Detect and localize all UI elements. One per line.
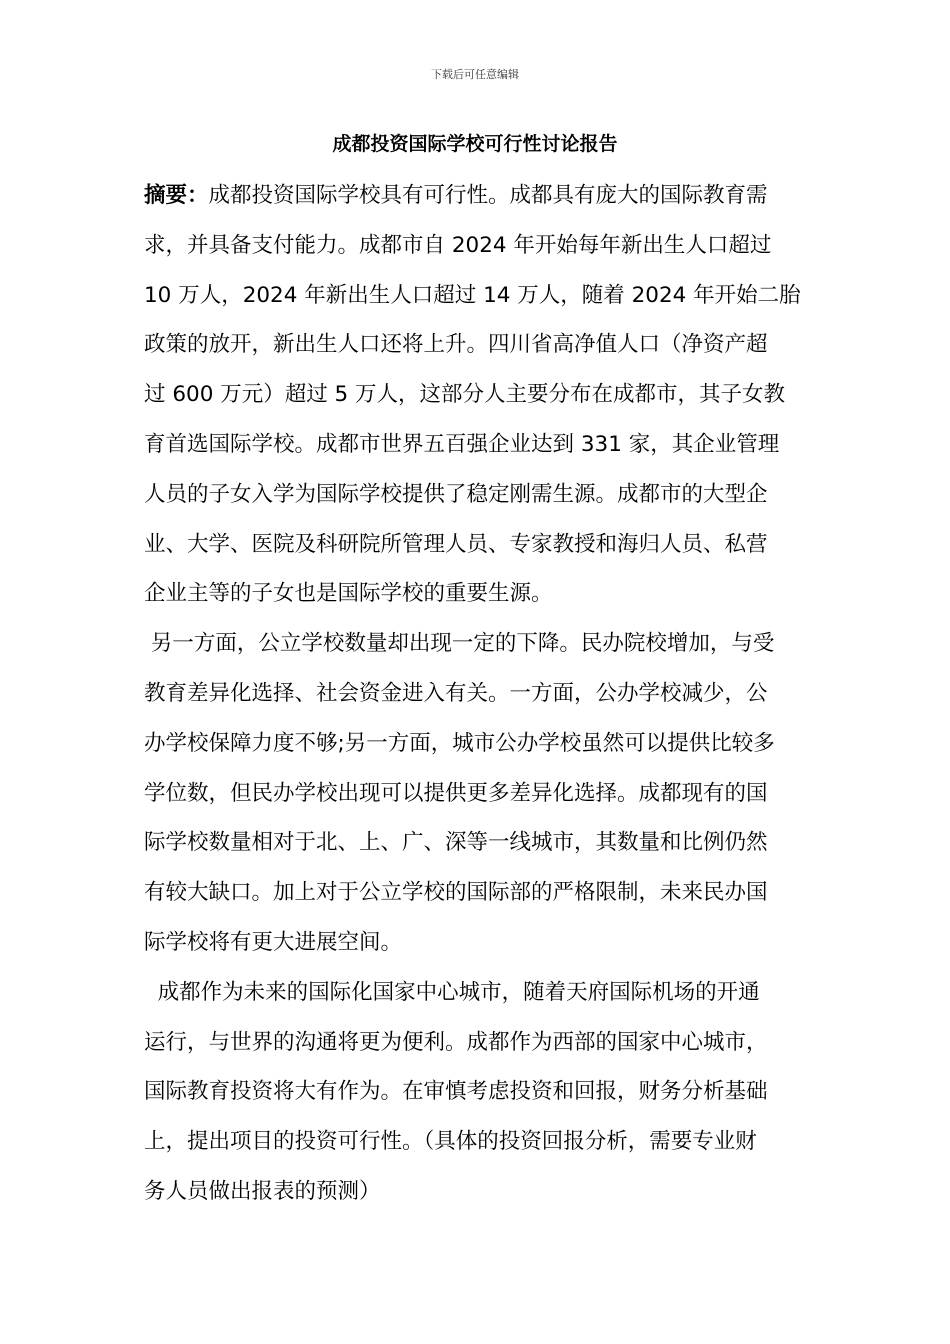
body-line: 10 万人，2024 年新出生人口超过 14 万人，随着 2024 年开始二胎 <box>144 282 801 308</box>
document-body <box>144 171 810 1217</box>
body-line: 企业主等的子女也是国际学校的重要生源。 <box>144 581 553 607</box>
abstract-label: 摘要： <box>144 183 209 208</box>
body-line: 成都作为未来的国际化国家中心城市，随着天府国际机场的开通 <box>144 979 760 1005</box>
body-line: 上，提出项目的投资可行性。（具体的投资回报分析，需要专业财 <box>144 1129 757 1155</box>
body-line: 学位数，但民办学校出现可以提供更多差异化选择。成都现有的国 <box>144 780 768 806</box>
document-title: 成都投资国际学校可行性讨论报告 <box>332 133 618 155</box>
body-line: 人员的子女入学为国际学校提供了稳定刚需生源。成都市的大型企 <box>144 481 768 507</box>
body-line: 际学校数量相对于北、上、广、深等一线城市，其数量和比例仍然 <box>144 830 768 856</box>
body-line: 办学校保障力度不够;另一方面，城市公办学校虽然可以提供比较多 <box>144 730 775 756</box>
body-line: 教育差异化选择、社会资金进入有关。一方面，公办学校减少，公 <box>144 680 768 706</box>
body-line: 业、大学、医院及科研院所管理人员、专家教授和海归人员、私营 <box>144 531 768 557</box>
body-line <box>144 171 810 221</box>
body-line: 求，并具备支付能力。成都市自 2024 年开始每年新出生人口超过 <box>144 232 772 258</box>
body-line: 育首选国际学校。成都市世界五百强企业达到 331 家，其企业管理 <box>144 431 780 457</box>
header-note: 下载后可任意编辑 <box>431 68 519 81</box>
body-line: 国际教育投资将大有作为。在审慎考虑投资和回报，财务分析基础 <box>144 1079 768 1105</box>
body-line: 另一方面，公立学校数量却出现一定的下降。民办院校增加，与受 <box>144 631 775 657</box>
body-line: 政策的放开，新出生人口还将上升。四川省高净值人口（净资产超 <box>144 332 768 358</box>
body-line: 运行，与世界的沟通将更为便利。成都作为西部的国家中心城市， <box>144 1029 768 1055</box>
body-line: 际学校将有更大进展空间。 <box>144 929 403 955</box>
body-line-text: 成都投资国际学校具有可行性。成都具有庞大的国际教育需 <box>208 183 768 208</box>
body-line: 过 600 万元）超过 5 万人，这部分人主要分布在成都市，其子女教 <box>144 382 786 408</box>
body-line: 务人员做出报表的预测） <box>144 1178 381 1204</box>
body-line: 有较大缺口。加上对于公立学校的国际部的严格限制，未来民办国 <box>144 880 768 906</box>
